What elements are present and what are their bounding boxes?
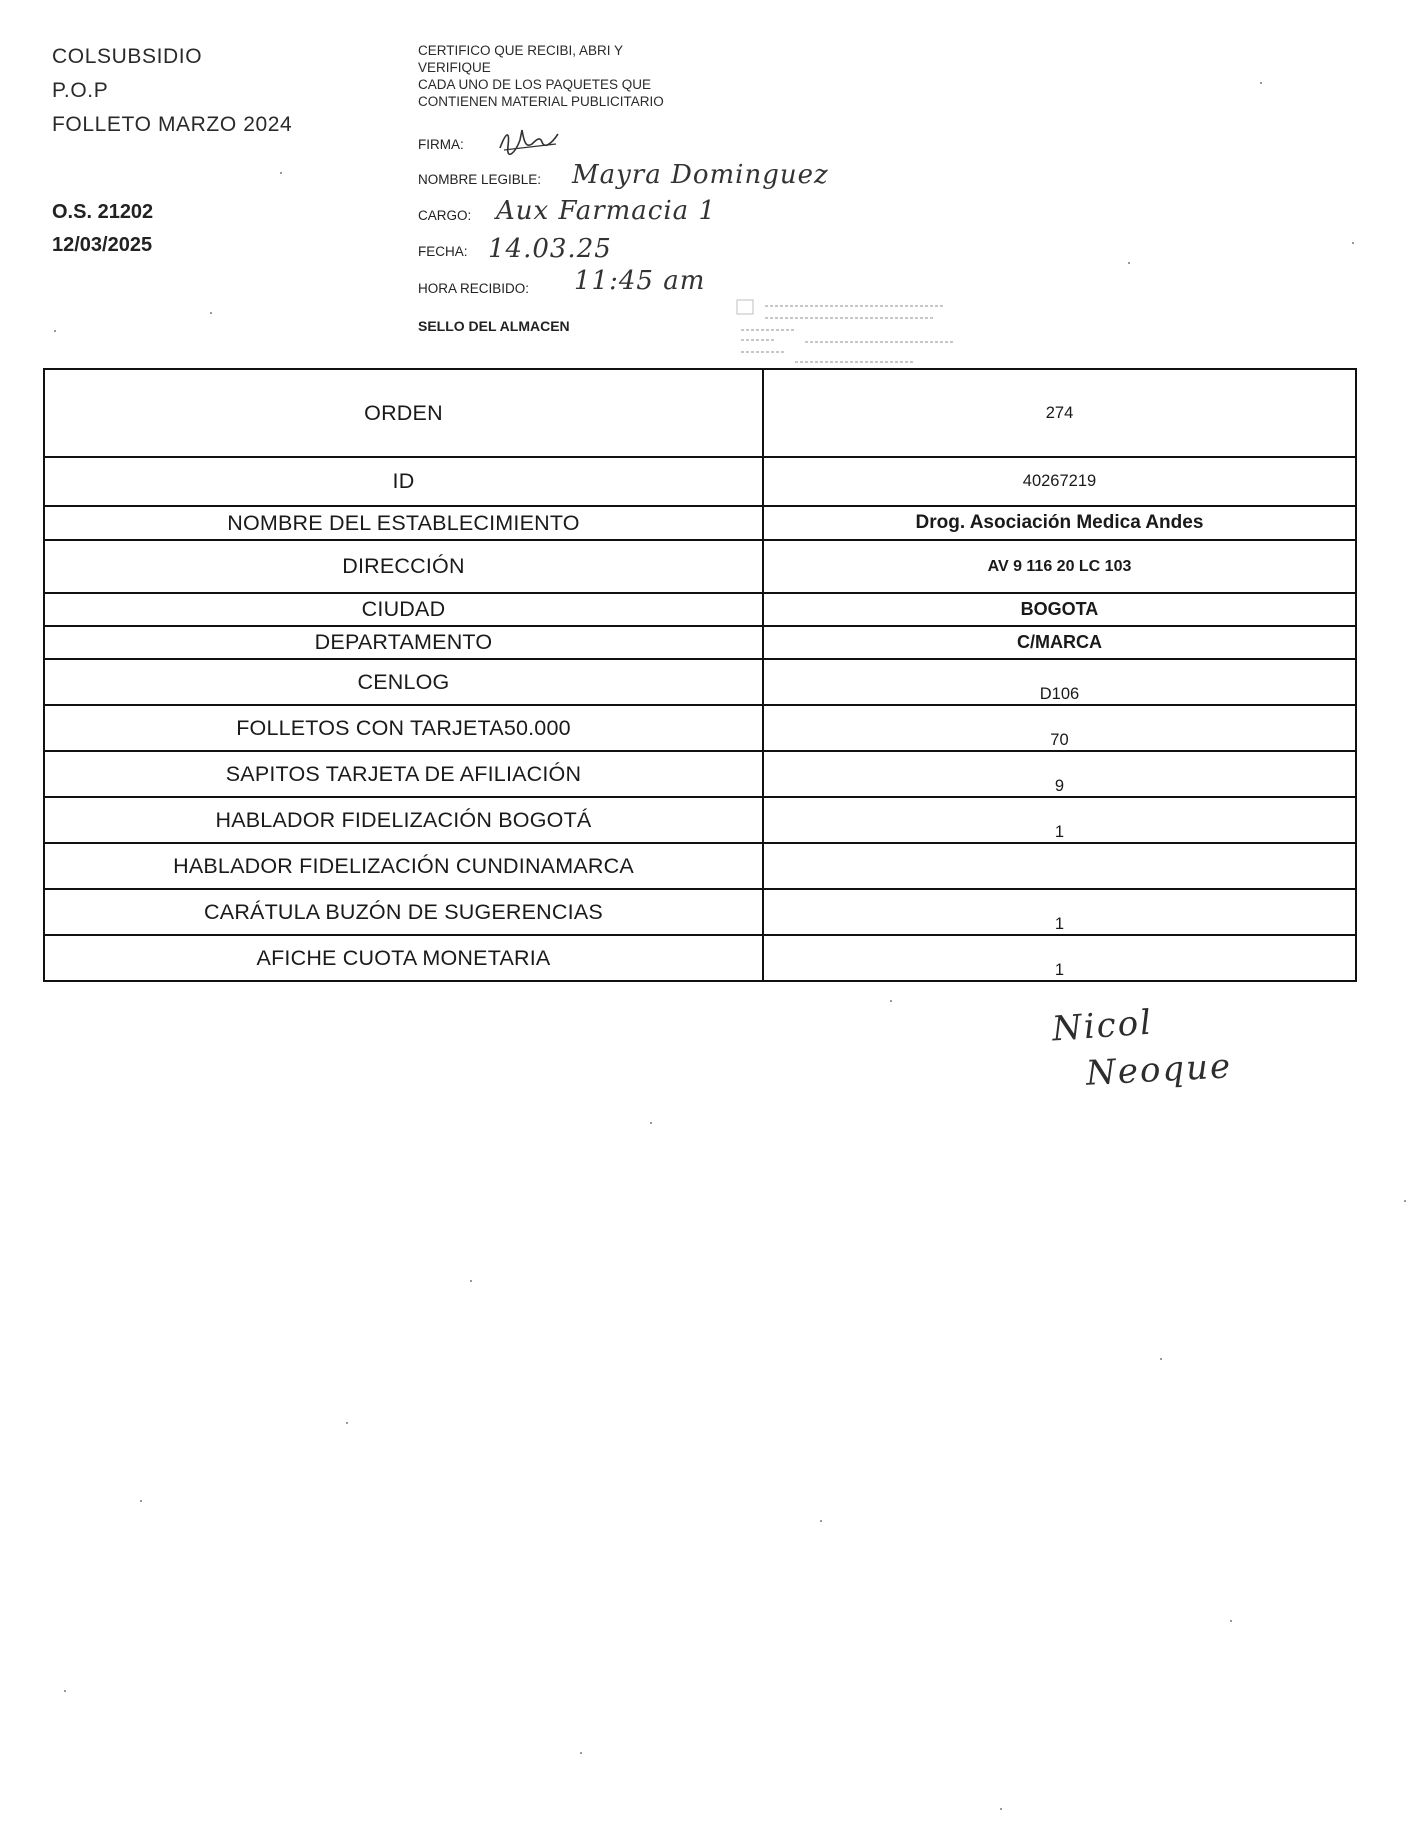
row-label: SAPITOS TARJETA DE AFILIACIÓN: [44, 751, 763, 797]
nombre-label: NOMBRE LEGIBLE:: [418, 172, 542, 187]
nombre-handwritten: Mayra Dominguez: [572, 160, 829, 190]
cert-line: CONTIENEN MATERIAL PUBLICITARIO: [418, 94, 664, 109]
cargo-field: [418, 208, 471, 223]
row-label: ID: [44, 457, 763, 506]
signature-image: [496, 122, 566, 158]
row-value: AV 9 116 20 LC 103: [763, 540, 1356, 593]
table-row: [44, 705, 1356, 751]
row-label: HABLADOR FIDELIZACIÓN BOGOTÁ: [44, 797, 763, 843]
certificate-text: [418, 42, 758, 110]
nombre-field: [418, 172, 541, 187]
row-label: CIUDAD: [44, 593, 763, 626]
row-label: CARÁTULA BUZÓN DE SUGERENCIAS: [44, 889, 763, 935]
row-label: FOLLETOS CON TARJETA50.000: [44, 705, 763, 751]
fecha-handwritten: 14.03.25: [488, 234, 612, 264]
row-value: D106: [763, 659, 1356, 705]
document-date: 12/03/2025: [52, 234, 153, 256]
fecha-field: [418, 244, 468, 259]
row-value: 274: [763, 369, 1356, 457]
sello-field: [418, 318, 570, 334]
firma-field: [418, 137, 464, 152]
table-row: [44, 626, 1356, 659]
row-value: [763, 843, 1356, 889]
row-label: DIRECCIÓN: [44, 540, 763, 593]
handwritten-note-line-1: Nicol: [1050, 1002, 1155, 1050]
row-value: 1: [763, 935, 1356, 981]
header-block: [52, 40, 292, 142]
table-row: [44, 797, 1356, 843]
row-label: DEPARTAMENTO: [44, 626, 763, 659]
table-row: [44, 506, 1356, 540]
sello-label: SELLO DEL ALMACEN: [418, 318, 570, 334]
table-row: [44, 593, 1356, 626]
cert-line: CADA UNO DE LOS PAQUETES QUE: [418, 77, 652, 92]
row-value: 1: [763, 889, 1356, 935]
row-value: 70: [763, 705, 1356, 751]
hora-handwritten: 11:45 am: [574, 266, 706, 296]
row-value: Drog. Asociación Medica Andes: [763, 506, 1356, 540]
items-table: [43, 368, 1357, 982]
fecha-label: FECHA:: [418, 244, 468, 259]
table-row: [44, 935, 1356, 981]
table-row: [44, 751, 1356, 797]
table-row: [44, 843, 1356, 889]
cert-line: CERTIFICO QUE RECIBI, ABRI Y: [418, 43, 624, 58]
cert-line: VERIFIQUE: [418, 60, 491, 75]
row-label: HABLADOR FIDELIZACIÓN CUNDINAMARCA: [44, 843, 763, 889]
table-row: [44, 540, 1356, 593]
firma-label: FIRMA:: [418, 137, 464, 152]
cargo-handwritten: Aux Farmacia 1: [496, 196, 716, 226]
row-label: ORDEN: [44, 369, 763, 457]
table-row: [44, 369, 1356, 457]
row-value: 9: [763, 751, 1356, 797]
hora-field: [418, 281, 529, 296]
table-row: [44, 659, 1356, 705]
table-row: [44, 457, 1356, 506]
warehouse-stamp: [735, 296, 975, 376]
row-label: NOMBRE DEL ESTABLECIMIENTO: [44, 506, 763, 540]
pop-label: P.O.P: [52, 79, 109, 102]
table-row: [44, 889, 1356, 935]
service-order-number: O.S. 21202: [52, 201, 154, 223]
row-label: CENLOG: [44, 659, 763, 705]
row-value: 40267219: [763, 457, 1356, 506]
cargo-label: CARGO:: [418, 208, 472, 223]
brochure-title: FOLLETO MARZO 2024: [52, 113, 293, 136]
row-value: 1: [763, 797, 1356, 843]
company-name: COLSUBSIDIO: [52, 45, 203, 68]
hora-label: HORA RECIBIDO:: [418, 281, 530, 296]
row-label: AFICHE CUOTA MONETARIA: [44, 935, 763, 981]
service-order-block: [52, 196, 153, 262]
handwritten-note-line-2: Neoque: [1085, 1046, 1234, 1094]
row-value: BOGOTA: [763, 593, 1356, 626]
row-value: C/MARCA: [763, 626, 1356, 659]
